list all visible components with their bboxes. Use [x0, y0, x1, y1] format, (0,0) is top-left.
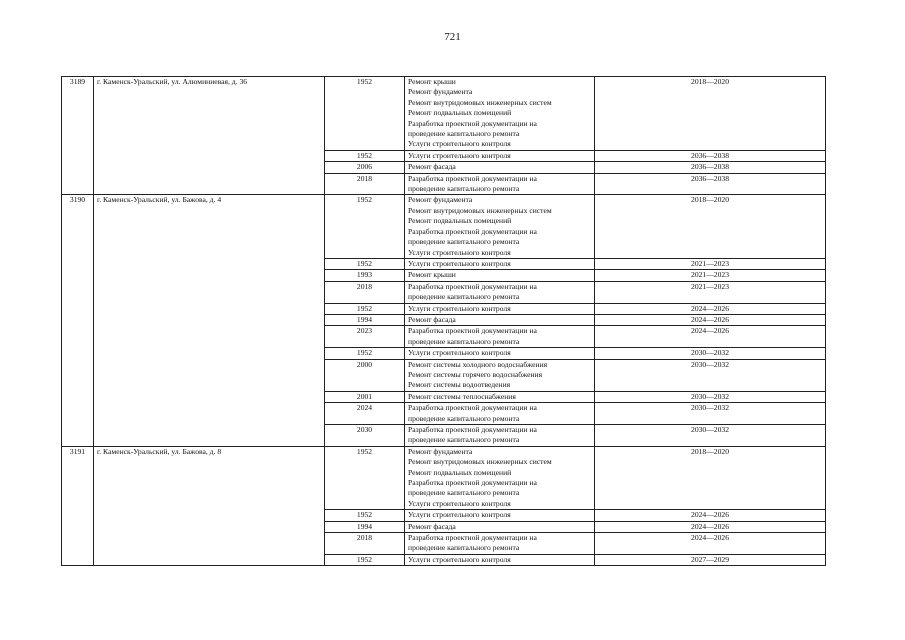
- repair-work-item: Разработка проектной документации на: [408, 173, 537, 183]
- commission-year: 1952: [325, 195, 405, 258]
- repair-works: [405, 77, 595, 151]
- repair-work-item: Услуги строительного контроля: [408, 150, 511, 160]
- repair-work-item: Разработка проектной документации на: [408, 226, 537, 236]
- commission-year: 2018: [325, 281, 405, 303]
- repair-work-item: Ремонт крыши: [408, 77, 456, 86]
- building-number: 3190: [62, 195, 94, 446]
- building-number: 3189: [62, 77, 94, 195]
- repair-work-item: проведение капитального ремонта: [408, 488, 520, 498]
- repair-work-item: Услуги строительного контроля: [408, 303, 511, 313]
- repair-period: 2030—2032: [595, 403, 826, 425]
- repair-work-item: Ремонт фундамента: [408, 446, 473, 456]
- repair-works: [405, 348, 595, 359]
- repair-period: 2021—2023: [595, 258, 826, 269]
- repair-works: [405, 403, 595, 425]
- repair-work-item: Ремонт крыши: [408, 270, 456, 280]
- repair-work-item: Разработка проектной документации на: [408, 281, 537, 291]
- commission-year: 2018: [325, 533, 405, 555]
- building-number: 3191: [62, 446, 94, 565]
- repair-work-item: Услуги строительного контроля: [408, 348, 511, 358]
- repair-period: 2036—2038: [595, 162, 826, 173]
- commission-year: 1952: [325, 150, 405, 161]
- repair-work-item: Ремонт подвальных помещений: [408, 467, 512, 477]
- repair-works: [405, 150, 595, 161]
- repair-period: 2027—2029: [595, 554, 826, 565]
- repair-work-item: Ремонт фасада: [408, 314, 456, 324]
- repair-work-item: проведение капитального ремонта: [408, 336, 520, 346]
- repair-work-item: Разработка проектной документации на: [408, 478, 537, 488]
- repair-works: [405, 303, 595, 314]
- repair-works: [405, 281, 595, 303]
- commission-year: 1952: [325, 303, 405, 314]
- building-address: г. Каменск-Уральский, ул. Алюминиевая, д. 36: [94, 77, 325, 195]
- commission-year: 1994: [325, 314, 405, 325]
- repair-works: [405, 510, 595, 521]
- repair-period: 2024—2026: [595, 521, 826, 532]
- repair-work-item: Ремонт системы теплоснабжения: [408, 391, 516, 401]
- repair-period: 2018—2020: [595, 195, 826, 258]
- repair-work-item: Услуги строительного контроля: [408, 258, 511, 268]
- repair-work-item: Разработка проектной документации на: [408, 533, 537, 543]
- repair-work-item: проведение капитального ремонта: [408, 184, 520, 194]
- repair-work-item: Разработка проектной документации на: [408, 425, 537, 434]
- commission-year: 1952: [325, 258, 405, 269]
- repair-work-item: проведение капитального ремонта: [408, 129, 520, 139]
- commission-year: 2023: [325, 326, 405, 348]
- repair-work-item: Ремонт внутридомовых инженерных систем: [408, 97, 552, 107]
- repair-work-item: Ремонт фасада: [408, 521, 456, 531]
- repair-period: 2018—2020: [595, 446, 826, 509]
- commission-year: 1993: [325, 270, 405, 281]
- repair-works: [405, 270, 595, 281]
- repair-works: [405, 554, 595, 565]
- repair-period: 2018—2020: [595, 77, 826, 151]
- repair-work-item: Ремонт фундамента: [408, 87, 473, 97]
- repair-works: [405, 521, 595, 532]
- repair-work-item: Услуги строительного контроля: [408, 510, 511, 520]
- repair-work-item: Ремонт внутридомовых инженерных систем: [408, 205, 552, 215]
- repair-work-item: Услуги строительного контроля: [408, 554, 511, 564]
- repair-period: 2036—2038: [595, 173, 826, 195]
- commission-year: 1952: [325, 554, 405, 565]
- repair-work-item: Ремонт подвальных помещений: [408, 108, 512, 118]
- repair-work-item: Ремонт системы водоотведения: [408, 380, 511, 390]
- repair-period: 2024—2026: [595, 303, 826, 314]
- building-address: г. Каменск-Уральский, ул. Бажова, д. 8: [94, 446, 325, 565]
- capital-repair-table: [61, 76, 826, 566]
- repair-work-item: проведение капитального ремонта: [408, 435, 520, 445]
- repair-work-item: проведение капитального ремонта: [408, 292, 520, 302]
- commission-year: 2006: [325, 162, 405, 173]
- repair-period: 2024—2026: [595, 533, 826, 555]
- repair-work-item: Услуги строительного контроля: [408, 247, 511, 257]
- repair-period: 2030—2032: [595, 359, 826, 391]
- page-number: 721: [444, 31, 461, 43]
- repair-works: [405, 359, 595, 391]
- repair-period: 2021—2023: [595, 270, 826, 281]
- repair-works: [405, 446, 595, 509]
- repair-work-item: проведение капитального ремонта: [408, 413, 520, 423]
- repair-works: [405, 391, 595, 402]
- repair-work-item: Ремонт фасада: [408, 162, 456, 172]
- commission-year: 1952: [325, 77, 405, 151]
- building-address: г. Каменск-Уральский, ул. Бажова, д. 4: [94, 195, 325, 446]
- repair-work-item: Разработка проектной документации на: [408, 118, 537, 128]
- repair-work-item: проведение капитального ремонта: [408, 237, 520, 247]
- repair-work-item: Услуги строительного контроля: [408, 139, 511, 149]
- repair-period: 2030—2032: [595, 348, 826, 359]
- commission-year: 1952: [325, 446, 405, 509]
- repair-work-item: Ремонт внутридомовых инженерных систем: [408, 457, 552, 467]
- repair-works: [405, 258, 595, 269]
- repair-works: [405, 326, 595, 348]
- commission-year: 1952: [325, 348, 405, 359]
- repair-period: 2021—2023: [595, 281, 826, 303]
- repair-period: 2024—2026: [595, 510, 826, 521]
- table-row: [62, 77, 826, 151]
- repair-period: 2024—2026: [595, 314, 826, 325]
- repair-work-item: Ремонт системы горячего водоснабжения: [408, 369, 543, 379]
- commission-year: 2024: [325, 403, 405, 425]
- repair-works: [405, 162, 595, 173]
- repair-works: [405, 195, 595, 258]
- repair-work-item: Разработка проектной документации на: [408, 326, 537, 336]
- commission-year: 1952: [325, 510, 405, 521]
- commission-year: 2030: [325, 425, 405, 447]
- repair-work-item: проведение капитального ремонта: [408, 543, 520, 553]
- repair-work-item: Разработка проектной документации на: [408, 403, 537, 413]
- commission-year: 2001: [325, 391, 405, 402]
- commission-year: 2018: [325, 173, 405, 195]
- repair-works: [405, 425, 595, 447]
- repair-work-item: Услуги строительного контроля: [408, 498, 511, 508]
- repair-period: 2036—2038: [595, 150, 826, 161]
- repair-work-item: Ремонт системы холодного водоснабжения: [408, 359, 548, 369]
- table-row: [62, 195, 826, 258]
- repair-works: [405, 314, 595, 325]
- repair-period: 2024—2026: [595, 326, 826, 348]
- repair-works: [405, 173, 595, 195]
- commission-year: 1994: [325, 521, 405, 532]
- commission-year: 2000: [325, 359, 405, 391]
- repair-period: 2030—2032: [595, 425, 826, 447]
- repair-work-item: Ремонт подвальных помещений: [408, 216, 512, 226]
- repair-period: 2030—2032: [595, 391, 826, 402]
- repair-work-item: Ремонт фундамента: [408, 195, 473, 205]
- table-row: [62, 446, 826, 509]
- repair-works: [405, 533, 595, 555]
